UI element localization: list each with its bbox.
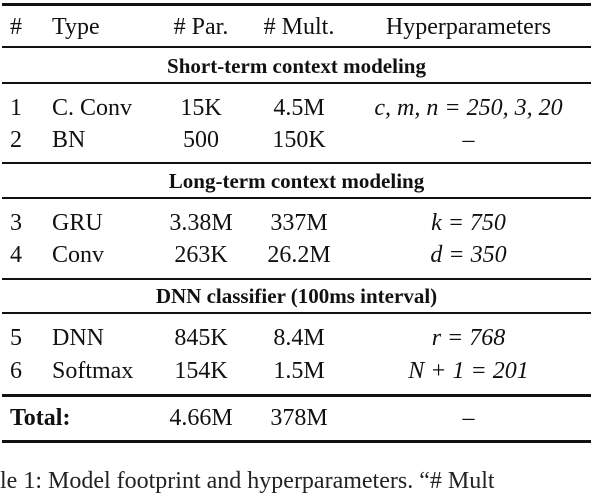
row-type: Softmax xyxy=(52,358,134,384)
section-rule xyxy=(2,82,591,84)
row-type: GRU xyxy=(52,210,103,236)
section-title: Short-term context modeling xyxy=(167,54,426,78)
bottom-rule xyxy=(2,440,591,443)
total-params: 4.66M xyxy=(169,405,233,431)
row-mults: 26.2M xyxy=(267,242,331,268)
row-num: 6 xyxy=(10,358,22,384)
total-rule xyxy=(2,394,591,397)
row-type: BN xyxy=(52,127,86,153)
row-mults: 8.4M xyxy=(273,325,325,351)
row-hyperparameters: r = 768 xyxy=(431,325,506,351)
row-params: 3.38M xyxy=(169,210,233,236)
header-hyperparameters: Hyperparameters xyxy=(385,14,552,40)
row-params: 263K xyxy=(174,242,228,268)
header-type: Type xyxy=(52,14,100,40)
row-num: 5 xyxy=(10,325,22,351)
section-title: Long-term context modeling xyxy=(168,169,425,193)
row-mults: 150K xyxy=(272,127,326,153)
row-params: 500 xyxy=(183,127,219,153)
caption-fragment: le 1: Model footprint and hyperparameters. “# Mult xyxy=(0,468,495,494)
top-rule xyxy=(2,3,591,6)
section-rule xyxy=(2,197,591,199)
row-mults: 4.5M xyxy=(273,95,325,121)
section-title: DNN classifier (100ms interval) xyxy=(155,284,438,308)
total-hyperparameters: – xyxy=(462,405,475,431)
row-hyperparameters: d = 350 xyxy=(430,242,507,268)
header-rule xyxy=(2,46,591,48)
row-hyperparameters: N + 1 = 201 xyxy=(408,358,529,384)
header-mults: # Mult. xyxy=(263,14,335,40)
header-num: # xyxy=(10,14,22,40)
row-num: 2 xyxy=(10,127,22,153)
total-mults: 378M xyxy=(270,405,328,431)
section-rule xyxy=(2,312,591,314)
section-rule xyxy=(2,162,591,164)
row-params: 845K xyxy=(174,325,228,351)
row-params: 154K xyxy=(174,358,228,384)
row-type: Conv xyxy=(52,242,105,268)
row-type: C. Conv xyxy=(52,95,133,121)
header-params: # Par. xyxy=(173,14,229,40)
section-rule xyxy=(2,278,591,280)
row-hyperparameters: k = 750 xyxy=(431,210,506,236)
total-label: Total: xyxy=(10,405,71,431)
row-mults: 337M xyxy=(270,210,328,236)
row-hyperparameters: – xyxy=(462,127,475,153)
row-params: 15K xyxy=(180,95,222,121)
row-num: 4 xyxy=(10,242,22,268)
row-num: 3 xyxy=(10,210,22,236)
row-num: 1 xyxy=(10,95,22,121)
row-hyperparameters: c, m, n = 250, 3, 20 xyxy=(374,95,563,121)
row-type: DNN xyxy=(52,325,104,351)
row-mults: 1.5M xyxy=(273,358,325,384)
